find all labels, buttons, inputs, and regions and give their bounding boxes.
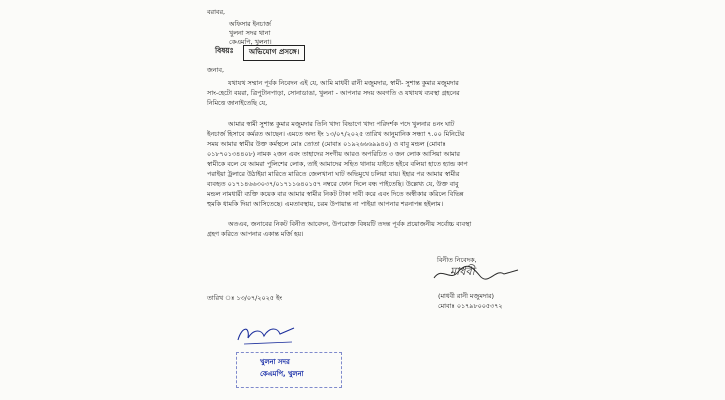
signature: মাধবী xyxy=(450,265,475,278)
paragraph-2-line: ব্যবহৃত ০১৭১৪৬৬৩০৩৭/০১৭১১৬৪০১৫৭ নম্বরে ফোন দিলে বন্ধ পাইতেছি। উল্লেখ্য যে, উক্ত বাবু xyxy=(207,180,459,188)
signatory-name: (মাধবী রানী মজুমদার) xyxy=(438,292,494,300)
paragraph-2-line: আমার স্বামী সুশান্ত কুমার মজুমদার তিনি খাদ্য বিভাগে খাদ্য পরিদর্শক পদে খুলনার ৪নং ঘাট xyxy=(228,120,455,128)
date-line: তারিখ ঃ ১৩/০৭/২০২৫ ইং xyxy=(207,294,283,302)
paragraph-2-line: ইনচার্জ হিসাবে কর্মরত আছেন। এমতে অদ্য ইং ১৩/০৭/২০২৫ তারিখ আনুমানিক সন্ধ্যা ৭.০০ মিনিটের xyxy=(207,130,465,138)
paragraph-2-line: স্বামীকে বলে যে আমরা পুলিশের লোক, তাই আমাদের সহিত থানায় যাইতে হইবে বলিয়া হাতে হ্যান্ড কাপ xyxy=(207,160,468,168)
paragraph-2-line: হুমকি ধামকি দিয়া আসিতেছে। এমতাবস্থায়, চরম উপায়ান্ত না পাইয়া আপনার শরনাপন্ন হইলাম। xyxy=(207,200,444,208)
paragraph-1-line: নিমিত্তে জানাইতেছি যে, xyxy=(207,99,268,107)
stamp-line-2: কেএমপি, খুলনা xyxy=(260,370,304,378)
stamp-line-1: খুলনা সদর xyxy=(260,358,290,366)
greeting: জনাব, xyxy=(207,66,224,74)
stamp-border xyxy=(236,352,342,388)
signatory-mobile: মোবাঃ ০১৭৯৮০০৫৩৭২ xyxy=(438,302,503,310)
paragraph-2-line: সময় আমার স্বামীর উক্ত কর্মস্থলে মোঃ তোতা (মোবাঃ ০১৯২৬৬৬৯৯৪০) ও বাবু মন্ডল (মোবাঃ xyxy=(207,140,446,148)
addressee-line-1: অফিসার ইনচার্জ xyxy=(229,20,271,28)
paragraph-2-line: ০১৮৭০১৩৪৪০৮) নামক ২জন এবং তাহাদের সংগীয় আরও অপরিচিত ৩ জন লোক আসিয়া আমার xyxy=(207,150,460,158)
received-stamp xyxy=(236,340,346,400)
salutation: বরাবর, xyxy=(207,8,226,16)
closing-phrase: বিনীত নিবেদক, xyxy=(437,256,477,264)
paragraph-3-line: গ্রহণ করিতে আপনার একান্ত মর্জি হয়। xyxy=(207,230,304,238)
paragraph-1-line: যথাযথ সম্মান পূর্বক নিবেদন এই যে, আমি মাধবী রানী মজুমদার, স্বামী- সুশান্ত কুমার মজুমদার xyxy=(228,79,459,87)
paragraph-2-line: মন্ডল নামধারী ব্যক্তি কয়েক বার আমার স্বামীর নিকট টাকা দাবী করে এবং দিতে অস্বীকার করিলে বিভিন্ন xyxy=(207,190,464,198)
paragraph-2-line: পরাইয়া ট্রলারে উঠাইয়া মারিতে মারিতে জেলখানা ঘাট অভিমুখে চলিয়া যায়। ইহার পর আমার স্বামীর xyxy=(207,170,460,178)
signature-flourish-icon xyxy=(432,262,522,284)
paragraph-3-line: অতএব, জনাবের নিকট বিনীত আবেদন, উপরোক্ত বিষয়টি তদন্ত পূর্বক প্রয়োজনীয় সর্বোচ্চ ব্যবস্থা xyxy=(228,220,472,228)
subject-box xyxy=(243,45,305,61)
subject-label: বিষয়ঃ xyxy=(215,46,234,55)
subject-text: অভিযোগ প্রসঙ্গে। xyxy=(249,47,300,56)
addressee-line-3: কেএমপি, খুলনা। xyxy=(229,38,272,46)
addressee-line-2: খুলনা সদর থানা xyxy=(229,29,271,37)
paragraph-1-line: সাং-হেটো বয়রা, ত্রিপুটানপাড়া, সোনাডাঙা, খুলনা - আপনার সদয় অবগতি ও যথাযথ ব্যবস্থা গ্রহনের xyxy=(207,89,460,97)
